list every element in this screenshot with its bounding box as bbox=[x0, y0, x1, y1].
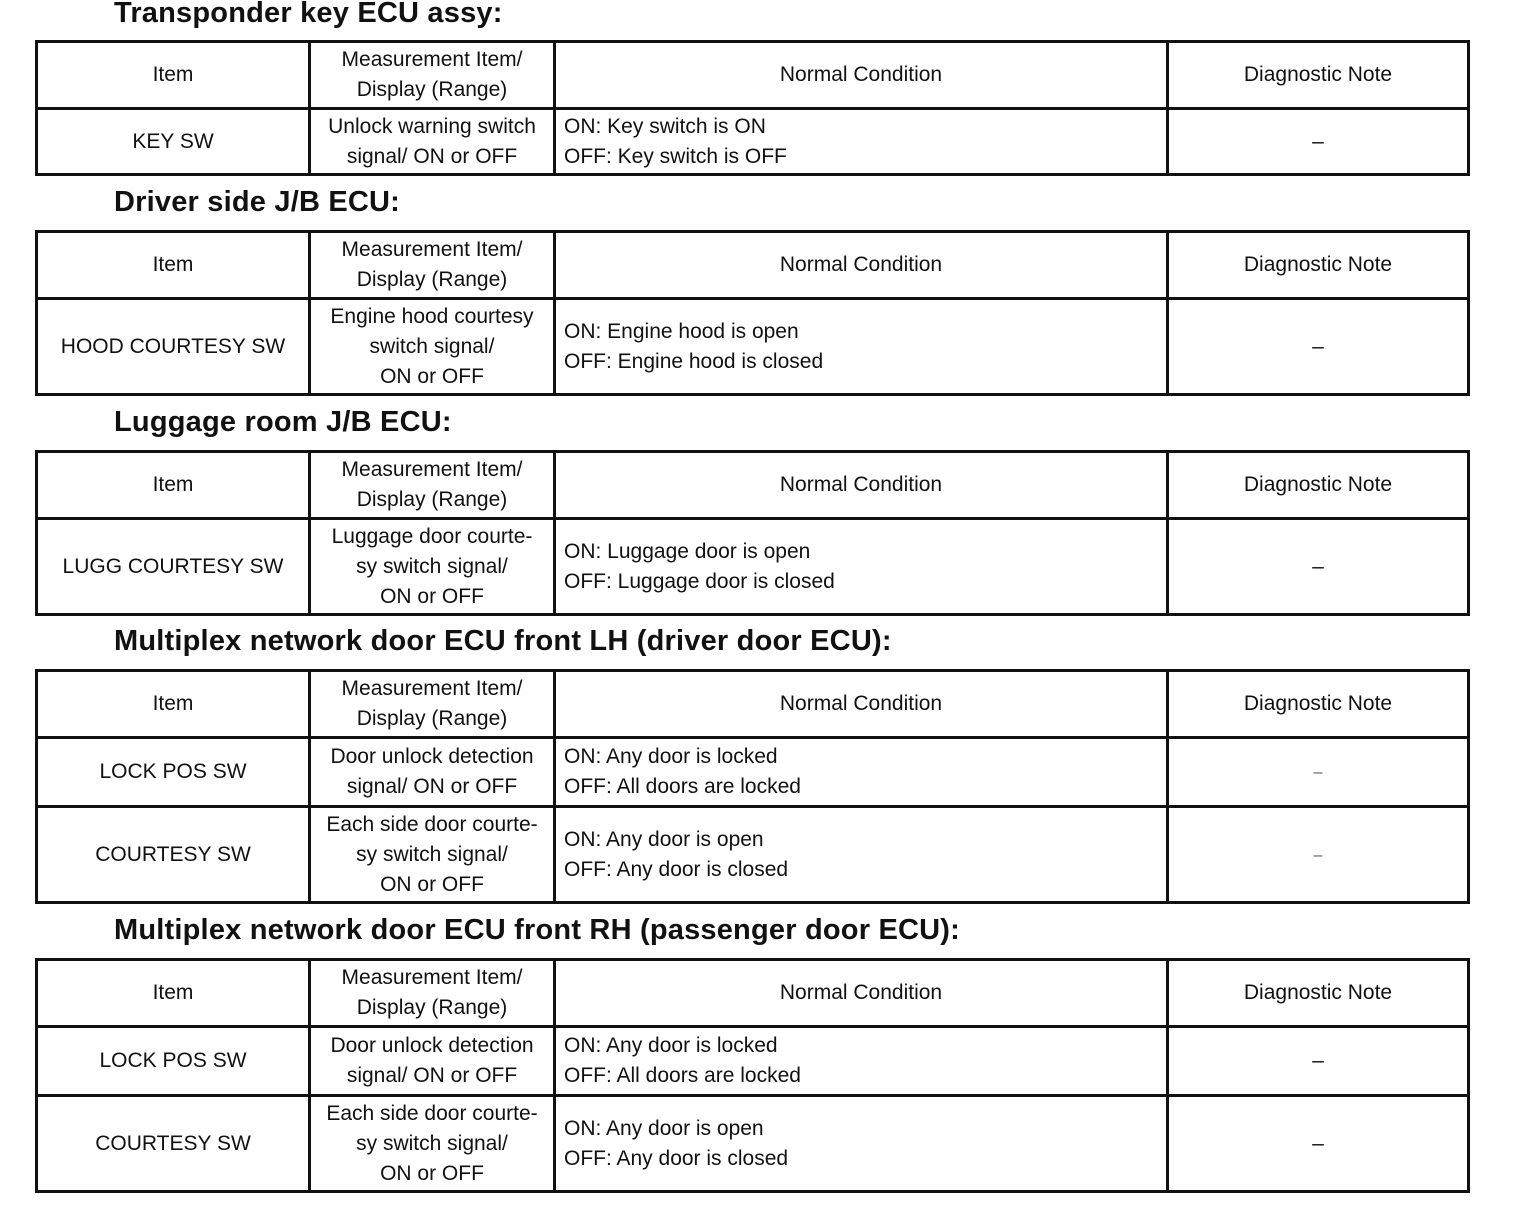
table-header-row bbox=[37, 42, 1469, 109]
condition-line: OFF: Any door is closed bbox=[564, 1146, 789, 1170]
measurement-line: ON or OFF bbox=[380, 1161, 484, 1185]
table-header-row bbox=[37, 232, 1469, 299]
diagnostic-note-value: – bbox=[1313, 846, 1323, 864]
table-header-row bbox=[37, 671, 1469, 738]
diagnostic-note-cell bbox=[1168, 807, 1469, 903]
diagnostic-note-value: – bbox=[1312, 129, 1324, 153]
spec-table bbox=[35, 958, 1470, 1193]
measurement-line: Door unlock detection bbox=[330, 1034, 534, 1057]
table-row bbox=[37, 1027, 1469, 1096]
measurement-cell bbox=[310, 738, 555, 807]
table-row bbox=[37, 807, 1469, 903]
section-title: Luggage room J/B ECU: bbox=[114, 406, 452, 438]
table-row bbox=[37, 1096, 1469, 1192]
condition-line: ON: Luggage door is open bbox=[564, 539, 811, 563]
spec-table bbox=[35, 450, 1470, 616]
condition-line: OFF: All doors are locked bbox=[564, 1064, 801, 1087]
diagnostic-note-cell bbox=[1168, 299, 1469, 395]
normal-condition-cell bbox=[555, 299, 1168, 395]
spec-table bbox=[35, 669, 1470, 904]
measurement-line: ON or OFF bbox=[380, 872, 484, 896]
table-header-row bbox=[37, 960, 1469, 1027]
column-header-measurement-line: Display (Range) bbox=[356, 707, 508, 730]
column-header-item: Item bbox=[37, 452, 310, 519]
column-header-measurement-line: Measurement Item/ bbox=[341, 48, 523, 71]
diagnostic-note-cell bbox=[1168, 109, 1469, 175]
section-title: Driver side J/B ECU: bbox=[114, 186, 401, 218]
diagnostic-note-cell bbox=[1168, 1096, 1469, 1192]
column-header-measurement-line: Measurement Item/ bbox=[341, 238, 523, 261]
column-header-diagnostic-note: Diagnostic Note bbox=[1168, 42, 1469, 109]
column-header-measurement-line: Measurement Item/ bbox=[341, 966, 523, 989]
measurement-line: signal/ ON or OFF bbox=[346, 144, 518, 168]
condition-line: ON: Any door is open bbox=[564, 827, 764, 851]
measurement-line: sy switch signal/ bbox=[356, 1131, 508, 1155]
measurement-cell bbox=[310, 1027, 555, 1096]
column-header-normal-condition: Normal Condition bbox=[555, 42, 1168, 109]
column-header-measurement bbox=[310, 232, 555, 299]
column-header-measurement bbox=[310, 671, 555, 738]
item-cell: LOCK POS SW bbox=[37, 738, 310, 807]
measurement-line: sy switch signal/ bbox=[356, 842, 508, 866]
condition-line: OFF: Engine hood is closed bbox=[564, 349, 824, 373]
column-header-normal-condition: Normal Condition bbox=[555, 232, 1168, 299]
measurement-cell bbox=[310, 519, 555, 615]
column-header-measurement-line: Measurement Item/ bbox=[341, 677, 523, 700]
table-header-row bbox=[37, 452, 1469, 519]
diagnostic-note-value: – bbox=[1313, 764, 1323, 781]
measurement-line: Luggage door courte- bbox=[331, 524, 533, 548]
column-header-measurement bbox=[310, 452, 555, 519]
section-title: Multiplex network door ECU front RH (passenger door ECU): bbox=[114, 914, 960, 946]
normal-condition-cell bbox=[555, 1096, 1168, 1192]
measurement-line: Engine hood courtesy bbox=[330, 304, 534, 328]
condition-line: OFF: Any door is closed bbox=[564, 857, 789, 881]
item-cell: COURTESY SW bbox=[37, 1096, 310, 1192]
column-header-measurement-line: Measurement Item/ bbox=[341, 458, 523, 481]
measurement-cell bbox=[310, 109, 555, 175]
section-title: Multiplex network door ECU front LH (driver door ECU): bbox=[114, 625, 892, 657]
section-title: Transponder key ECU assy: bbox=[114, 0, 503, 29]
column-header-diagnostic-note: Diagnostic Note bbox=[1168, 960, 1469, 1027]
item-cell: HOOD COURTESY SW bbox=[37, 299, 310, 395]
condition-line: ON: Engine hood is open bbox=[564, 319, 799, 343]
measurement-line: Each side door courte- bbox=[326, 1101, 538, 1125]
condition-line: ON: Any door is open bbox=[564, 1116, 764, 1140]
column-header-measurement-line: Display (Range) bbox=[356, 268, 508, 291]
item-cell: KEY SW bbox=[37, 109, 310, 175]
column-header-diagnostic-note: Diagnostic Note bbox=[1168, 671, 1469, 738]
normal-condition-cell bbox=[555, 738, 1168, 807]
column-header-normal-condition: Normal Condition bbox=[555, 960, 1168, 1027]
diagnostic-note-cell bbox=[1168, 1027, 1469, 1096]
column-header-measurement-line: Display (Range) bbox=[356, 996, 508, 1019]
condition-line: OFF: Key switch is OFF bbox=[564, 144, 787, 168]
condition-line: ON: Any door is locked bbox=[564, 745, 778, 768]
measurement-cell bbox=[310, 807, 555, 903]
measurement-line: switch signal/ bbox=[369, 334, 495, 358]
condition-line: OFF: Luggage door is closed bbox=[564, 569, 835, 593]
column-header-normal-condition: Normal Condition bbox=[555, 452, 1168, 519]
measurement-line: sy switch signal/ bbox=[356, 554, 508, 578]
column-header-item: Item bbox=[37, 671, 310, 738]
diagnostic-note-value: – bbox=[1312, 1131, 1324, 1155]
table-row bbox=[37, 519, 1469, 615]
diagnostic-note-value: – bbox=[1312, 554, 1324, 578]
measurement-line: Door unlock detection bbox=[330, 745, 534, 768]
measurement-line: signal/ ON or OFF bbox=[346, 775, 518, 798]
normal-condition-cell bbox=[555, 109, 1168, 175]
column-header-measurement-line: Display (Range) bbox=[356, 488, 508, 511]
column-header-diagnostic-note: Diagnostic Note bbox=[1168, 452, 1469, 519]
measurement-line: Unlock warning switch bbox=[328, 114, 536, 138]
item-cell: LUGG COURTESY SW bbox=[37, 519, 310, 615]
condition-line: ON: Any door is locked bbox=[564, 1034, 778, 1057]
normal-condition-cell bbox=[555, 519, 1168, 615]
normal-condition-cell bbox=[555, 807, 1168, 903]
spec-table bbox=[35, 230, 1470, 396]
column-header-diagnostic-note: Diagnostic Note bbox=[1168, 232, 1469, 299]
item-cell: COURTESY SW bbox=[37, 807, 310, 903]
column-header-measurement bbox=[310, 42, 555, 109]
column-header-item: Item bbox=[37, 960, 310, 1027]
table-row bbox=[37, 299, 1469, 395]
column-header-normal-condition: Normal Condition bbox=[555, 671, 1168, 738]
condition-line: ON: Key switch is ON bbox=[564, 114, 766, 138]
column-header-item: Item bbox=[37, 232, 310, 299]
diagnostic-note-cell bbox=[1168, 519, 1469, 615]
table-row bbox=[37, 738, 1469, 807]
measurement-line: signal/ ON or OFF bbox=[346, 1064, 518, 1087]
measurement-line: ON or OFF bbox=[380, 364, 484, 388]
measurement-line: ON or OFF bbox=[380, 584, 484, 608]
column-header-measurement-line: Display (Range) bbox=[356, 78, 508, 101]
measurement-line: Each side door courte- bbox=[326, 812, 538, 836]
condition-line: OFF: All doors are locked bbox=[564, 775, 801, 798]
column-header-item: Item bbox=[37, 42, 310, 109]
diagnostic-note-value: – bbox=[1312, 334, 1324, 358]
diagnostic-note-cell bbox=[1168, 738, 1469, 807]
spec-table bbox=[35, 40, 1470, 176]
diagnostic-note-value: – bbox=[1312, 1049, 1324, 1072]
column-header-measurement bbox=[310, 960, 555, 1027]
measurement-cell bbox=[310, 299, 555, 395]
item-cell: LOCK POS SW bbox=[37, 1027, 310, 1096]
normal-condition-cell bbox=[555, 1027, 1168, 1096]
table-row bbox=[37, 109, 1469, 175]
measurement-cell bbox=[310, 1096, 555, 1192]
